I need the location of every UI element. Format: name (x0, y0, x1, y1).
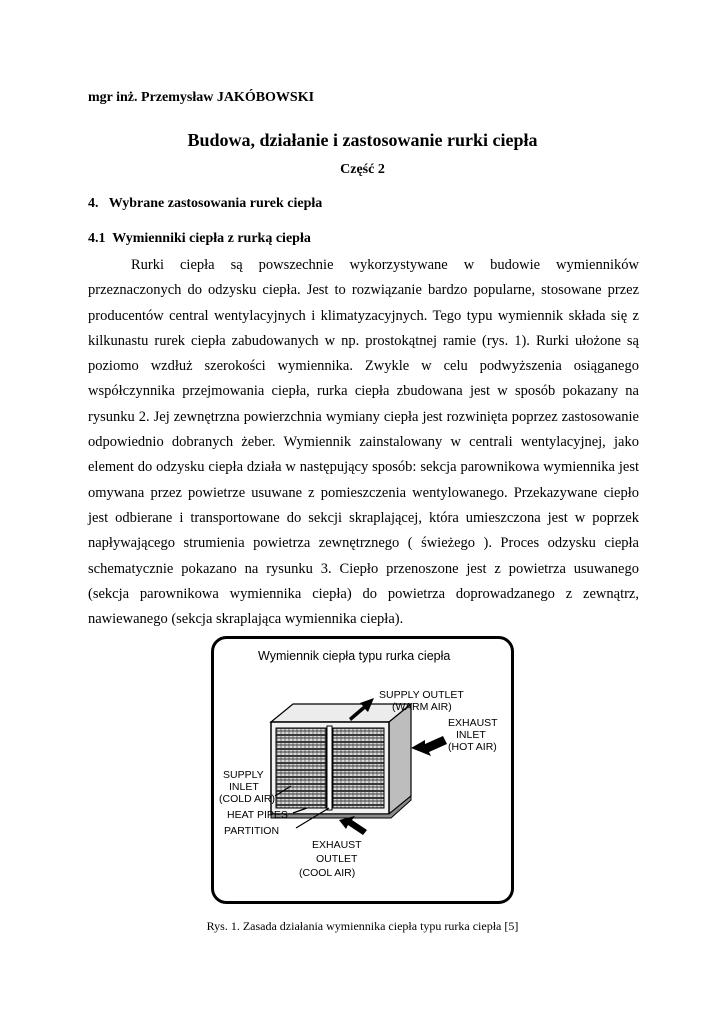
label-exhaust-outlet-air: (COOL AIR) (299, 867, 356, 879)
label-supply-inlet-word: INLET (229, 781, 259, 793)
figure-title: Wymiennik ciepła typu rurka ciepła (258, 649, 451, 663)
author: mgr inż. Przemysław JAKÓBOWSKI (88, 90, 315, 105)
partition (327, 726, 332, 810)
section-heading: 4. Wybrane zastosowania rurek ciepła (88, 196, 323, 211)
label-supply-outlet-air: (WARM AIR) (392, 701, 452, 713)
label-heat-pipes: HEAT PIPES (227, 809, 288, 821)
heat-pipes-left-section (276, 728, 326, 808)
label-exhaust-inlet-word: INLET (456, 729, 486, 741)
label-exhaust-inlet-air: (HOT AIR) (448, 741, 497, 753)
label-partition: PARTITION (224, 825, 280, 837)
body-paragraph: Rurki ciepła są powszechnie wykorzystywane w budowie wymienników przeznaczonych do odzysku ciepła. Jest to rozwiązanie bardzo popularne, stosowane przez producentów central wentylacyjnych i klimatyzacyjnych. Tego typu wymiennik składa się z kilkunastu rurek ciepła zabudowanych w np. prostokątnej ramie (rys. 1). Rurki ułożone są poziomo wzdłuż szerokości wymiennika. Zwykle w celu podwyższenia osiąganego współczynnika przejmowania ciepła, rurka ciepła zbudowana jest w sposób pokazany na rysunku 2. Jej zewnętrzna powierzchnia wymiany ciepła jest rozwinięta poprzez zastosowanie odpowiednio dobranych żeber. Wymiennik zainstalowany w centrali wentylacyjnej, jako element do odzysku ciepła działa w następujący sposób: sekcja parownikowa wymiennika jest omywana przez powietrze usuwane z pomieszczenia wentylowanego. Przekazywane ciepło jest odbierane i transportowane do sekcji skraplającej, która umieszczona jest w poprzek napływającego strumienia powietrza zewnętrznego ( świeżego ). Proces odzysku ciepła schematycznie pokazano na rysunku 3. Ciepło przenoszone jest z powietrza usuwanego (sekcja parownikowa wymiennika ciepła) do powietrza doprowadzanego z zewnątrz, nawiewanego (sekcja skraplająca wymiennika ciepła). (88, 257, 639, 628)
heat-exchanger-illustration (211, 636, 514, 904)
label-supply-inlet: SUPPLY (223, 769, 264, 781)
part-label: Część 2 (340, 162, 385, 177)
heat-pipes-right-section (333, 728, 384, 808)
label-supply-outlet: SUPPLY OUTLET (379, 689, 464, 701)
label-exhaust-outlet: EXHAUST (312, 839, 362, 851)
label-supply-inlet-air: (COLD AIR) (219, 793, 276, 805)
subsection-heading: 4.1 Wymienniki ciepła z rurką ciepła (88, 231, 311, 246)
label-exhaust-inlet: EXHAUST (448, 717, 498, 729)
heat-exchanger-box (271, 704, 411, 818)
heat-exchanger-figure (211, 636, 514, 904)
paper-title: Budowa, działanie i zastosowanie rurki ciepła (187, 130, 538, 150)
label-exhaust-outlet-word: OUTLET (316, 853, 358, 865)
figure-caption: Rys. 1. Zasada działania wymiennika ciepła typu rurka ciepła [5] (206, 919, 519, 933)
